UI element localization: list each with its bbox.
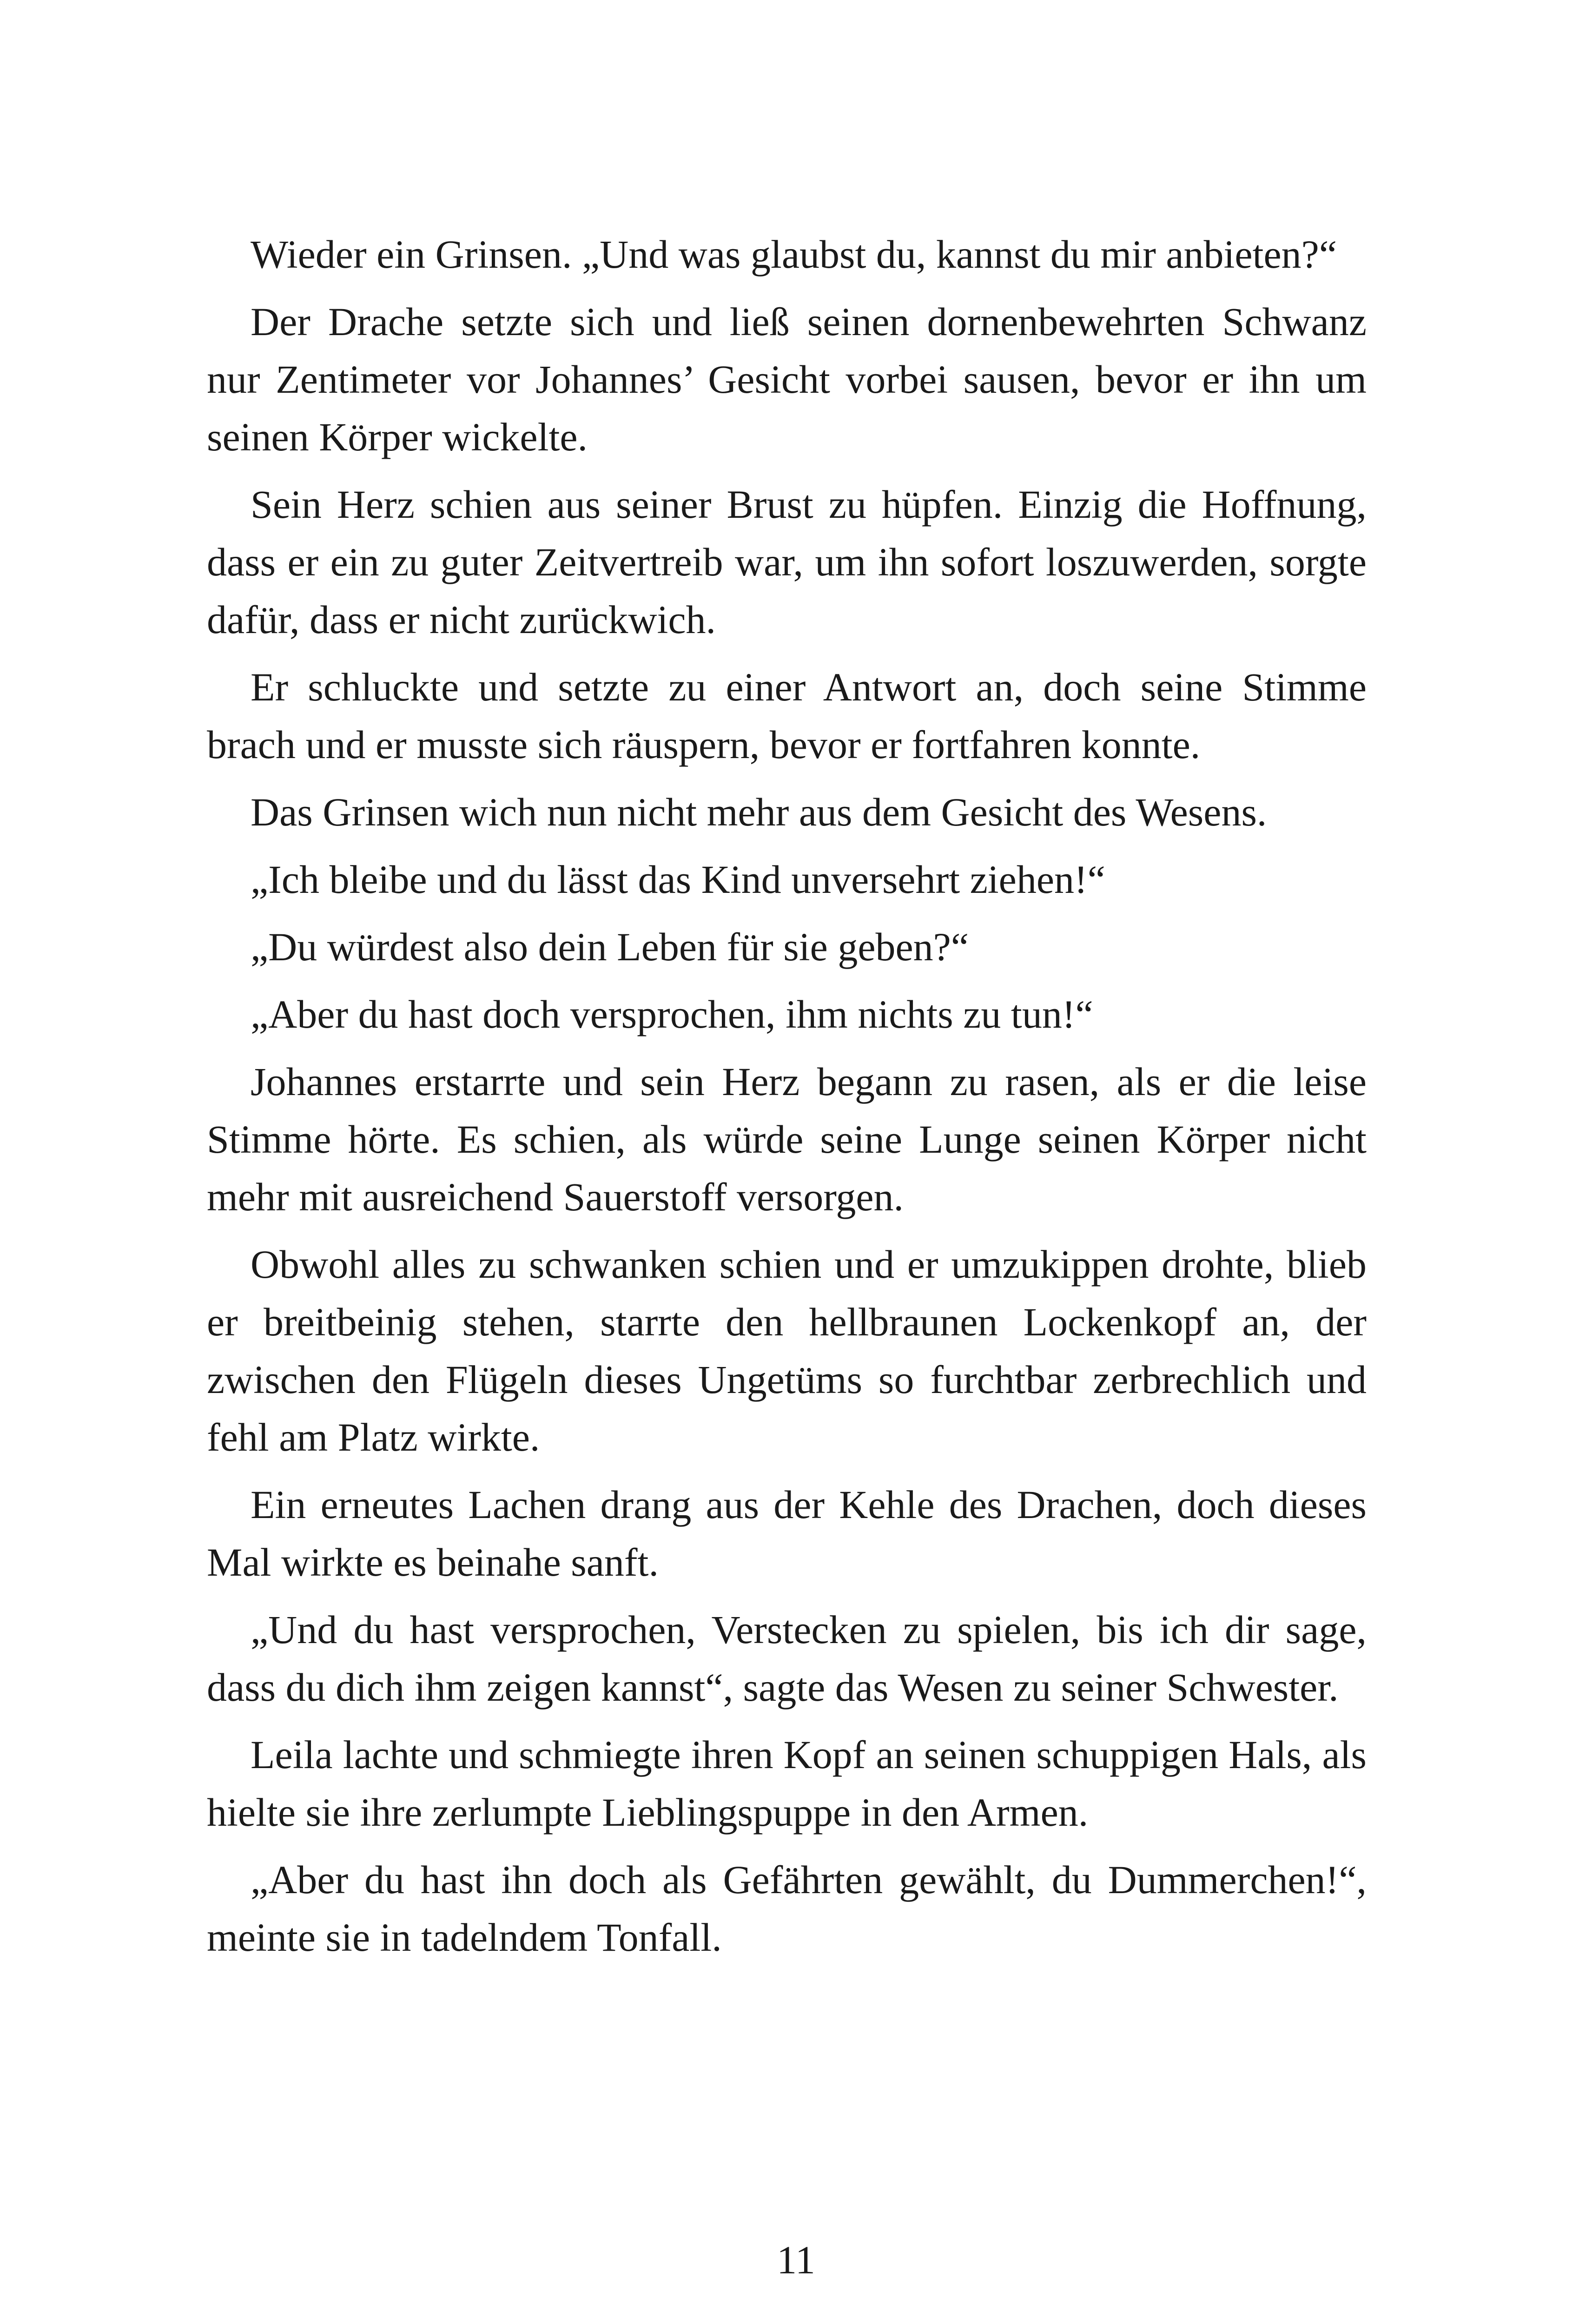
paragraph-10: Obwohl alles zu schwanken schien und er umzukippen drohte, blieb er breitbeinig stehen, starrte den hellbraunen Lockenkopf an, der zwischen den Flügeln dieses Ungetüms so furchtbar zerbrechlich und fehl am Platz wirkte. <box>207 1242 1367 1459</box>
paragraph-8: „Aber du hast doch versprochen, ihm nichts zu tun!“ <box>251 992 1093 1037</box>
body-text <box>207 225 1367 1976</box>
paragraph-12: „Und du hast versprochen, Verstecken zu spielen, bis ich dir sage, dass du dich ihm zeigen kannst“, sagte das Wesen zu seiner Schwester. <box>207 1607 1367 1710</box>
page-number: 11 <box>777 2238 815 2282</box>
paragraph-5: Das Grinsen wich nun nicht mehr aus dem Gesicht des Wesens. <box>251 790 1267 834</box>
paragraph-13: Leila lachte und schmiegte ihren Kopf an seinen schuppigen Hals, als hielte sie ihre zerlumpte Lieblingspuppe in den Armen. <box>207 1732 1367 1835</box>
paragraph-6: „Ich bleibe und du lässt das Kind unversehrt ziehen!“ <box>251 857 1105 902</box>
paragraph-14: „Aber du hast ihn doch als Gefährten gewählt, du Dummerchen!“, meinte sie in tadelndem Tonfall. <box>207 1857 1367 1960</box>
paragraph-1: Wieder ein Grinsen. „Und was glaubst du, kannst du mir anbieten?“ <box>251 232 1337 277</box>
paragraph-4: Er schluckte und setzte zu einer Antwort an, doch seine Stimme brach und er musste sich räuspern, bevor er fortfahren konnte. <box>207 665 1367 767</box>
paragraph-3: Sein Herz schien aus seiner Brust zu hüpfen. Einzig die Hoffnung, dass er ein zu guter Zeitvertreib war, um ihn sofort loszuwerden, sorgte dafür, dass er nicht zurückwich. <box>207 482 1367 642</box>
paragraph-9: Johannes erstarrte und sein Herz begann zu rasen, als er die leise Stimme hörte. Es schien, als würde seine Lunge seinen Körper nicht mehr mit ausreichend Sauerstoff versorgen. <box>207 1059 1367 1219</box>
paragraph-11: Ein erneutes Lachen drang aus der Kehle des Drachen, doch dieses Mal wirkte es beinahe sanft. <box>207 1482 1367 1585</box>
paragraph-2: Der Drache setzte sich und ließ seinen dornenbewehrten Schwanz nur Zentimeter vor Johannes’ Gesicht vorbei sausen, bevor er ihn um seinen Körper wickelte. <box>207 299 1367 459</box>
paragraph-7: „Du würdest also dein Leben für sie geben?“ <box>251 924 969 969</box>
